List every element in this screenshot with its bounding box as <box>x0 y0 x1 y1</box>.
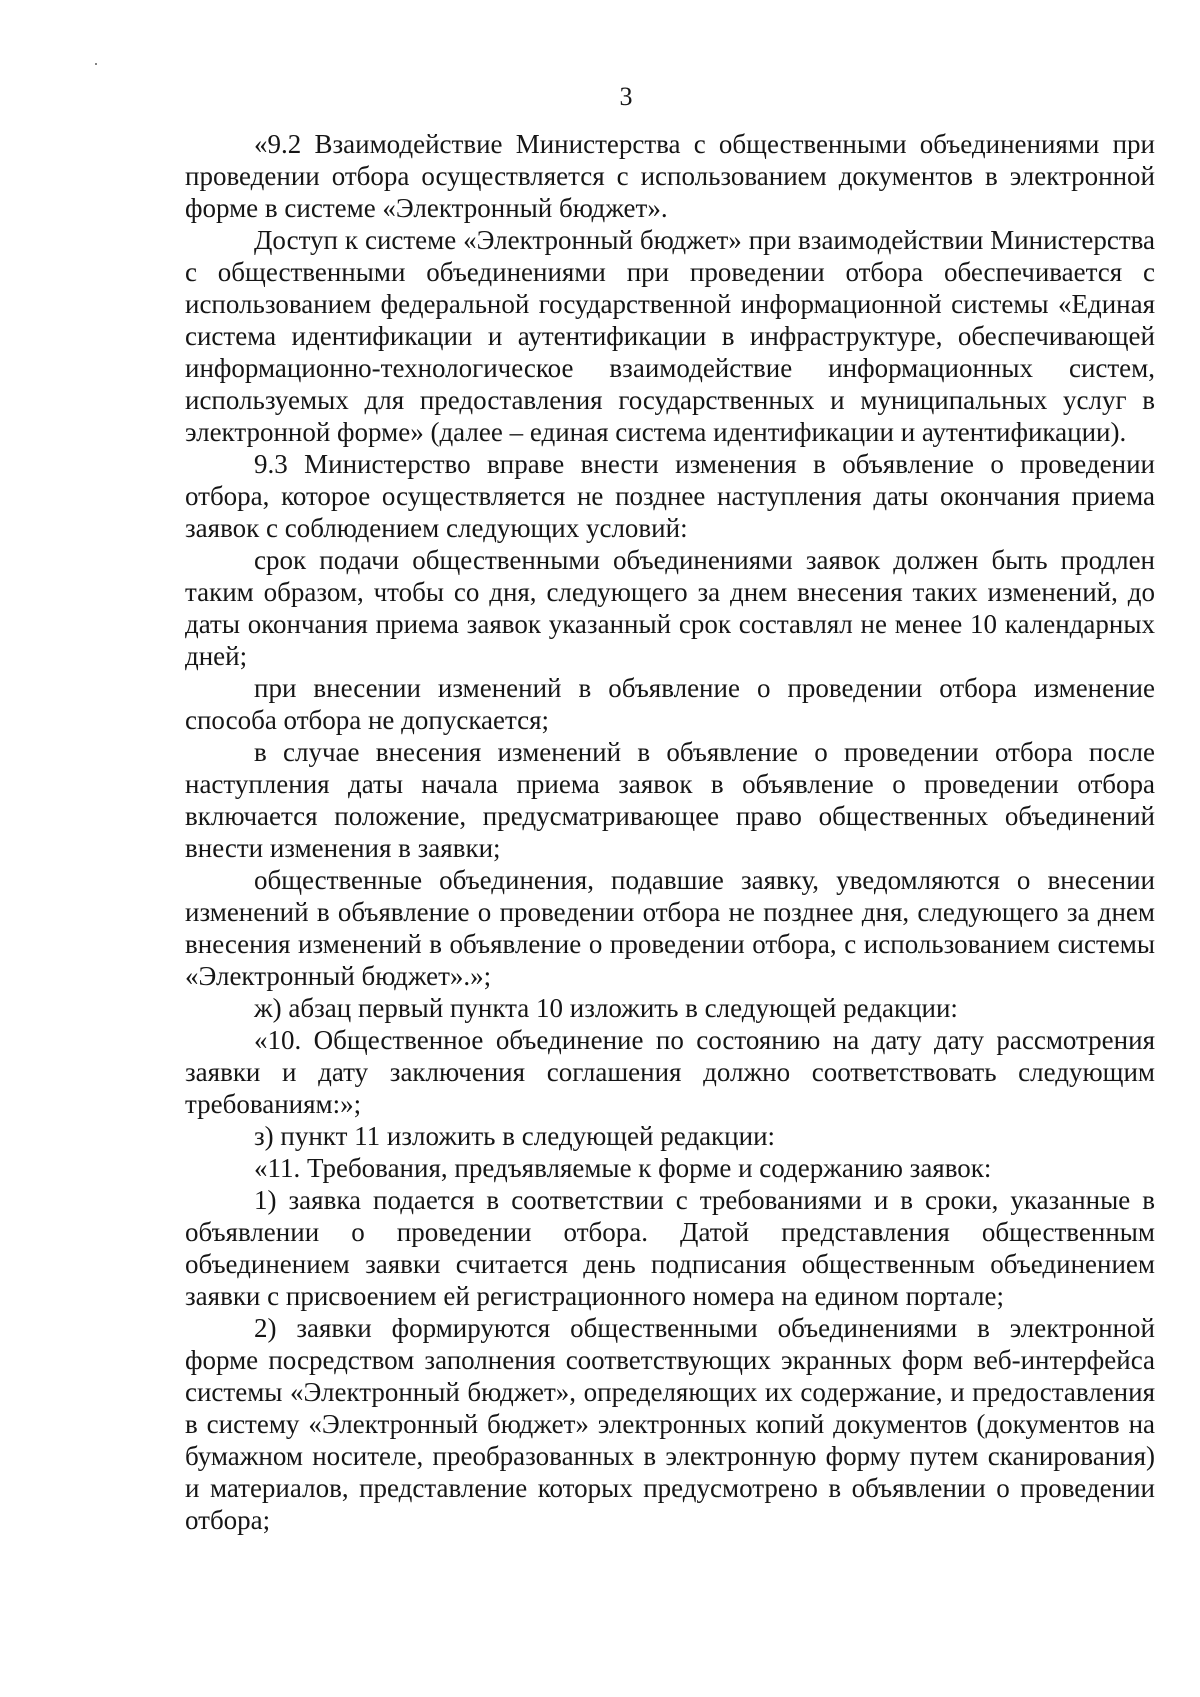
paragraph-item-10: «10. Общественное объединение по состоянию на дату дату рассмотрения заявки и дату заключения соглашения должно соответствовать следующим требованиям:»; <box>185 1025 1155 1119</box>
paragraph-application-changes: в случае внесения изменений в объявление о проведении отбора после наступления даты начала приема заявок в объявление о проведении отбора включается положение, предусматривающее право общественных объединений внести изменения в заявки; <box>185 737 1155 863</box>
paragraph-9-2: «9.2 Взаимодействие Министерства с общественными объединениями при проведении отбора осуществляется с использованием документов в электронной форме в системе «Электронный бюджет». <box>185 129 1155 223</box>
paragraph-item-11: «11. Требования, предъявляемые к форме и содержанию заявок: <box>254 1153 992 1183</box>
paragraph-requirement-1: 1) заявка подается в соответствии с требованиями и в сроки, указанные в объявлении о проведении отбора. Датой представления общественным объединением заявки считается день подписания общественным объединением заявки с присвоением ей регистрационного номера на едином портале; <box>185 1185 1155 1311</box>
paragraph-access: Доступ к системе «Электронный бюджет» при взаимодействии Министерства с общественными объединениями при проведении отбора обеспечивается с использованием федеральной государственной информационной системы «Единая система идентификации и аутентификации в инфраструктуре, обеспечивающей информационно-технологическое взаимодействие информационных систем, используемых для предоставления государственных и муниципальных услуг в электронной форме» (далее – единая система идентификации и аутентификации). <box>185 225 1155 447</box>
paragraph-9-3: 9.3 Министерство вправе внести изменения в объявление о проведении отбора, которое осуществляется не позднее наступления даты окончания приема заявок с соблюдением следующих условий: <box>185 449 1155 543</box>
paragraph-amend-item-z: з) пункт 11 изложить в следующей редакции: <box>254 1121 776 1151</box>
paragraph-notification: общественные объединения, подавшие заявку, уведомляются о внесении изменений в объявление о проведении отбора не позднее дня, следующего за днем внесения изменений в объявление о проведении отбора, с использованием системы «Электронный бюджет».»; <box>185 865 1155 991</box>
paragraph-deadline-extension: срок подачи общественными объединениями заявок должен быть продлен таким образом, чтобы со дня, следующего за днем внесения таких изменений, до даты окончания приема заявок указанный срок составлял не менее 10 календарных дней; <box>185 545 1155 671</box>
page-number: 3 <box>619 82 633 111</box>
document-body <box>185 128 1155 1536</box>
paragraph-amend-item-zh: ж) абзац первый пункта 10 изложить в следующей редакции: <box>254 993 958 1023</box>
paragraph-method-change: при внесении изменений в объявление о проведении отбора изменение способа отбора не допускается; <box>185 673 1155 735</box>
paragraph-requirement-2: 2) заявки формируются общественными объединениями в электронной форме посредством заполнения соответствующих экранных форм веб-интерфейса системы «Электронный бюджет», определяющих их содержание, и предоставления в систему «Электронный бюджет» электронных копий документов (документов на бумажном носителе, преобразованных в электронную форму путем сканирования) и материалов, представление которых предусмотрено в объявлении о проведении отбора; <box>185 1313 1155 1535</box>
scan-speck <box>95 63 97 65</box>
